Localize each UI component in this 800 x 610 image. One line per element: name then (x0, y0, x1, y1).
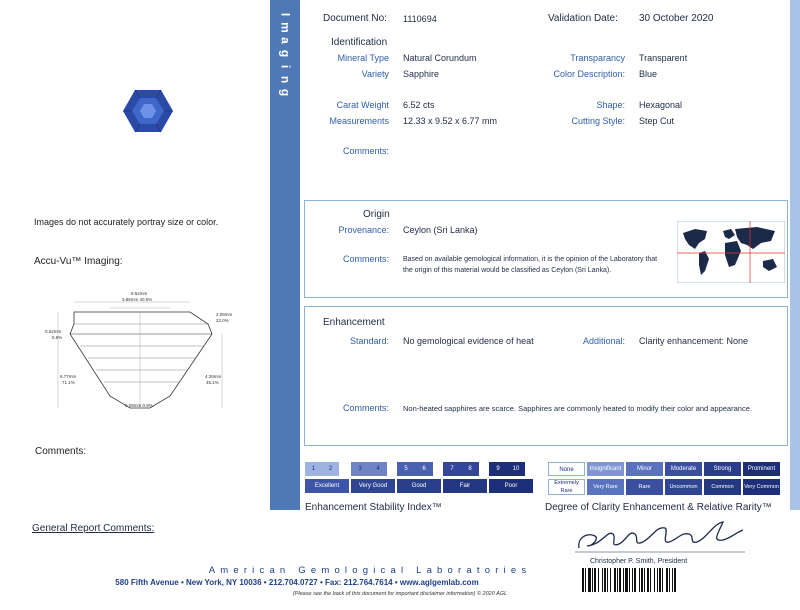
identification-panel (304, 2, 786, 194)
enhancement-comments-label: Comments: (342, 403, 389, 413)
provenance-label: Provenance: (338, 225, 389, 235)
measurements-label: Measurements (329, 116, 389, 126)
stability-number: 5 (397, 462, 415, 476)
clarity-rarity: Rare (626, 479, 663, 495)
dim-pavilion-pct: 45.1% (206, 380, 219, 385)
origin-comments-text: Based on available gemological information, it is the opinion of the Laboratory that the origin of this material would be classified as Ceylon (Sri Lanka). (403, 256, 658, 274)
gem-image (122, 88, 174, 134)
standard-value: No gemological evidence of heat (403, 336, 534, 346)
world-map (677, 221, 785, 283)
variety-value: Sapphire (403, 69, 440, 79)
stability-grade: Poor (489, 479, 533, 493)
imaging-letter: i (278, 64, 293, 69)
transparency-value: Transparent (639, 53, 688, 63)
stability-grade: Good (397, 479, 441, 493)
document-number-value: 1110694 (403, 14, 437, 24)
enhancement-comments-text: Non-heated sapphires are scarce. Sapphires are commonly heated to modify their color and appearance. (403, 404, 752, 413)
dim-pavilion: 4.29mm (205, 374, 222, 379)
measurements-value: 12.33 x 9.52 x 6.77 mm (403, 116, 498, 126)
stability-number: 1 (305, 462, 322, 476)
stability-number: 8 (461, 462, 479, 476)
general-report-comments: General Report Comments: (32, 523, 155, 534)
stability-scale (305, 462, 535, 496)
dim-depth: 6.77mm (60, 374, 77, 379)
stability-grade: Very Good (351, 479, 395, 493)
origin-comments-label: Comments: (342, 254, 389, 264)
image-disclaimer: Images do not accurately portray size or color. (34, 217, 219, 227)
enhancement-heading: Enhancement (323, 317, 385, 328)
validation-date-label: Validation Date: (548, 13, 618, 24)
mineral-type-value: Natural Corundum (403, 53, 477, 63)
stability-number: 4 (369, 462, 387, 476)
clarity-level: None (548, 462, 585, 476)
right-edge (790, 0, 800, 510)
left-comments-label: Comments: (35, 446, 87, 457)
clarity-degree-title: Degree of Clarity Enhancement & Relative Rarity™ (545, 502, 772, 513)
imaging-letter: I (278, 12, 293, 17)
imaging-letter: g (278, 49, 293, 58)
imaging-letter: g (278, 88, 293, 97)
standard-label: Standard: (349, 336, 389, 346)
clarity-level: Insignificant (587, 462, 624, 476)
lab-name: American Gemological Laboratories (208, 565, 532, 576)
dim-width: 9.52mm (131, 291, 148, 296)
clarity-level: Strong (704, 462, 741, 476)
stability-number: 3 (351, 462, 369, 476)
stability-grade: Excellent (305, 479, 349, 493)
footer-disclaimer: (Please see the back of this document for important disclaimer information) © 2020 AGL (292, 591, 508, 597)
stability-number: 9 (489, 462, 507, 476)
stability-number: 7 (443, 462, 461, 476)
transparency-label: Transparancy (570, 53, 625, 63)
barcode (582, 568, 720, 592)
provenance-value: Ceylon (Sri Lanka) (403, 225, 478, 235)
imaging-letter: m (278, 22, 293, 33)
dim-girdle-pct: 5.5% (52, 335, 63, 340)
profile-diagram (40, 284, 250, 414)
dim-table: 3.86mm 40.5% (122, 297, 153, 302)
carat-weight-label: Carat Weight (336, 100, 389, 110)
dim-culet: 0.09mm 0.9% (125, 403, 153, 408)
cutting-style-label: Cutting Style: (571, 116, 625, 126)
stability-number: 10 (507, 462, 525, 476)
shape-label: Shape: (596, 100, 625, 110)
imaging-bar (270, 0, 300, 510)
mineral-type-label: Mineral Type (337, 53, 389, 63)
shape-value: Hexagonal (639, 100, 683, 110)
origin-heading: Origin (363, 209, 390, 220)
dim-crown-pct: 22.0% (216, 318, 229, 323)
signature (573, 518, 748, 556)
dim-depth-pct: 71.1% (62, 380, 75, 385)
document-number-label: Document No: (323, 13, 387, 24)
lab-address: 580 Fifth Avenue • New York, NY 10036 • 212.704.0727 • Fax: 212.764.7614 • www.aglgemlab.com (115, 578, 479, 587)
cutting-style-value: Step Cut (639, 116, 675, 126)
additional-label: Additional: (582, 336, 625, 346)
color-description-label: Color Description: (553, 69, 625, 79)
variety-label: Variety (361, 69, 389, 79)
imaging-letter: a (278, 37, 293, 44)
imaging-letter: n (278, 75, 293, 84)
validation-date-value: 30 October 2020 (639, 13, 714, 24)
clarity-rarity: Extremely Rare (548, 479, 585, 495)
stability-number: 6 (415, 462, 433, 476)
stability-grade: Fair (443, 479, 487, 493)
clarity-level: Prominent (743, 462, 780, 476)
clarity-rarity: Uncommon (665, 479, 702, 495)
clarity-level: Minor (626, 462, 663, 476)
identification-comments-label: Comments: (342, 146, 389, 156)
imaging-vertical-text (270, 8, 300, 99)
color-description-value: Blue (639, 69, 658, 79)
left-panel (0, 0, 270, 510)
origin-panel (304, 200, 788, 298)
dim-girdle: 0.52mm (45, 329, 62, 334)
stability-number: 2 (322, 462, 339, 476)
clarity-level: Moderate (665, 462, 702, 476)
additional-value: Clarity enhancement: None (639, 336, 749, 346)
clarity-scale (548, 462, 782, 498)
imaging-title: Accu-Vu™ Imaging: (34, 256, 123, 267)
enhancement-panel (304, 306, 788, 446)
carat-weight-value: 6.52 cts (403, 100, 435, 110)
identification-heading: Identification (331, 37, 388, 48)
stability-index-title: Enhancement Stability Index™ (305, 502, 442, 513)
clarity-rarity: Common (704, 479, 741, 495)
dim-crown: 2.09mm (216, 312, 233, 317)
clarity-rarity: Very Common (743, 479, 780, 495)
clarity-rarity: Very Rare (587, 479, 624, 495)
signatory: Christopher P. Smith, President (590, 558, 688, 565)
